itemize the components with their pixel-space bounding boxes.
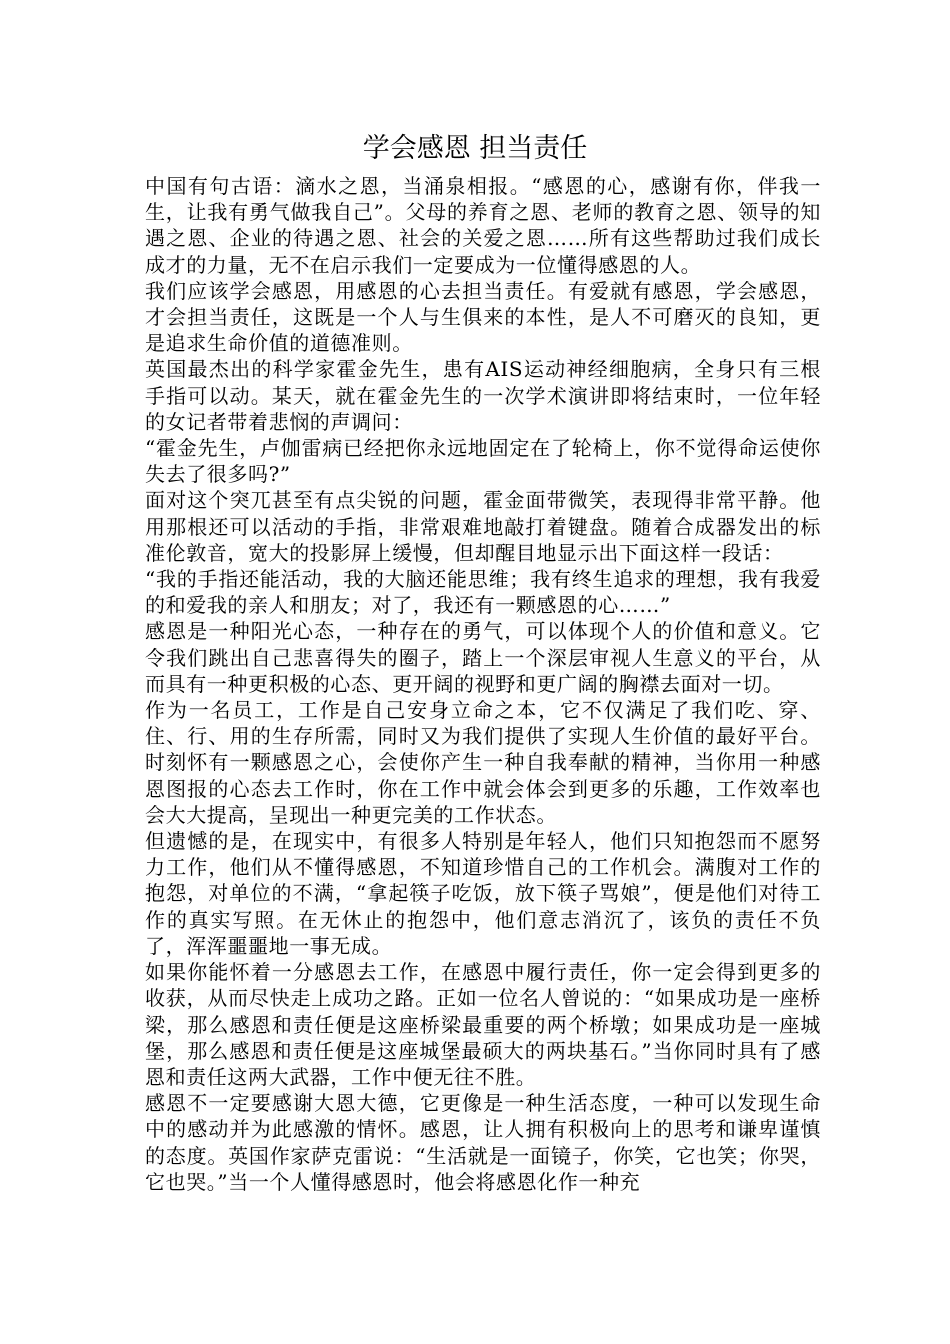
- paragraph: “我的手指还能活动，我的大脑还能思维；我有终生追求的理想，我有我爱的和爱我的亲人和朋友；对了，我还有一颗感恩的心……”: [145, 567, 821, 618]
- paragraph: 感恩不一定要感谢大恩大德，它更像是一种生活态度，一种可以发现生命中的感动并为此感激的情怀。感恩，让人拥有积极向上的思考和谦卑谨慎的态度。英国作家萨克雷说：“生活就是一面镜子，你笑，它也笑；你哭，它也哭。”当一个人懂得感恩时，他会将感恩化作一种充: [145, 1091, 821, 1194]
- paragraph: 中国有句古语：滴水之恩，当涌泉相报。“感恩的心，感谢有你，伴我一生，让我有勇气做我自己”。父母的养育之恩、老师的教育之恩、领导的知遇之恩、企业的待遇之恩、社会的关爱之恩……所有这些帮助过我们成长成才的力量，无不在启示我们一定要成为一位懂得感恩的人。: [145, 174, 821, 277]
- paragraph: 我们应该学会感恩，用感恩的心去担当责任。有爱就有感恩，学会感恩，才会担当责任，这既是一个人与生俱来的本性，是人不可磨灭的良知，更是追求生命价值的道德准则。: [145, 278, 821, 356]
- paragraph: 感恩是一种阳光心态，一种存在的勇气，可以体现个人的价值和意义。它令我们跳出自己悲喜得失的圈子，踏上一个深层审视人生意义的平台，从而具有一种更积极的心态、更开阔的视野和更广阔的胸襟去面对一切。: [145, 619, 821, 696]
- paragraph: 面对这个突兀甚至有点尖锐的问题，霍金面带微笑，表现得非常平静。他用那根还可以活动的手指，非常艰难地敲打着键盘。随着合成器发出的标准伦敦音，宽大的投影屏上缓慢，但却醒目地显示出下面这样一段话：: [145, 488, 821, 565]
- document-body: [145, 173, 821, 1195]
- paragraph: 但遗憾的是，在现实中，有很多人特别是年轻人，他们只知抱怨而不愿努力工作，他们从不懂得感恩，不知道珍惜自己的工作机会。满腹对工作的抱怨，对单位的不满，“拿起筷子吃饭，放下筷子骂娘”，便是他们对待工作的真实写照。在无休止的抱怨中，他们意志消沉了，该负的责任不负了，浑浑噩噩地一事无成。: [145, 829, 821, 958]
- document-title: 学会感恩 担当责任: [362, 133, 588, 164]
- paragraph: 如果你能怀着一分感恩去工作，在感恩中履行责任，你一定会得到更多的收获，从而尽快走上成功之路。正如一位名人曾说的：“如果成功是一座桥梁，那么感恩和责任便是这座桥梁最重要的两个桥墩；如果成功是一座城堡，那么感恩和责任便是这座城堡最硕大的两块基石。”当你同时具有了感恩和责任这两大武器，工作中便无往不胜。: [145, 960, 821, 1089]
- paragraph: “霍金先生，卢伽雷病已经把你永远地固定在了轮椅上，你不觉得命运使你失去了很多吗?”: [145, 436, 821, 487]
- paragraph: 作为一名员工，工作是自己安身立命之本，它不仅满足了我们吃、穿、住、行、用的生存所需，同时又为我们提供了实现人生价值的最好平台。时刻怀有一颗感恩之心，会使你产生一种自我奉献的精神，当你用一种感恩图报的心态去工作时，你在工作中就会体会到更多的乐趣，工作效率也会大大提高，呈现出一种更完美的工作状态。: [145, 698, 821, 827]
- paragraph: 英国最杰出的科学家霍金先生，患有AIS运动神经细胞病，全身只有三根手指可以动。某天，就在霍金先生的一次学术演讲即将结束时，一位年轻的女记者带着悲悯的声调问：: [145, 357, 821, 434]
